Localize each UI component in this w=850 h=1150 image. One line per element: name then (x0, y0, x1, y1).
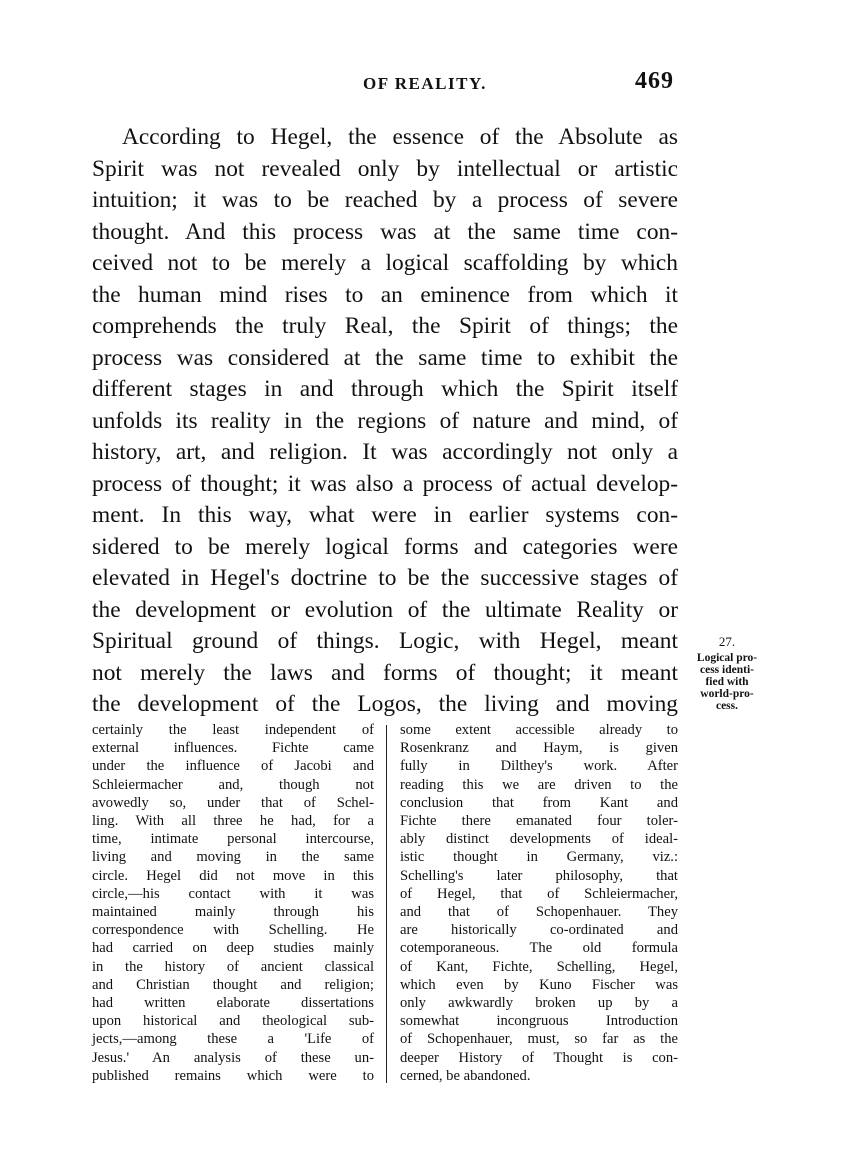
footnote-line: ably distinct developments of ideal- (400, 831, 678, 848)
footnote-line: somewhat incongruous Introduction (400, 1013, 678, 1030)
column-divider (386, 725, 387, 1083)
text-line: history, art, and religion. It was accordingly not only a (92, 439, 678, 465)
text-line: elevated in Hegel's doctrine to be the successive stages of (92, 565, 678, 591)
footnote-line: jects,—among these a 'Life of (92, 1031, 374, 1048)
footnote-line: Jesus.' An analysis of these un- (92, 1049, 374, 1066)
footnote-line: only awkwardly broken up by a (400, 995, 678, 1012)
footnote-line: cerned, be abandoned. (400, 1067, 531, 1084)
footnote-line: are historically co-ordinated and (400, 922, 678, 939)
footnote-left-column (92, 721, 374, 1085)
page-number: 469 (635, 68, 674, 94)
footnote-line: which even by Kuno Fischer was (400, 976, 678, 993)
footnote-right-column (400, 721, 678, 1085)
text-line: comprehends the truly Real, the Spirit of things; the (92, 313, 678, 339)
footnote-line: maintained mainly through his (92, 904, 374, 921)
running-head: OF REALITY. (363, 74, 487, 93)
text-line: unfolds its reality in the regions of nature and mind, of (92, 407, 678, 434)
footnote-line: conclusion that from Kant and (400, 794, 678, 811)
margin-note-number: 27. (718, 634, 736, 649)
footnote-line: circle,—his contact with it was (92, 885, 374, 902)
footnote-line: avowedly so, under that of Schel- (92, 794, 374, 811)
text-line: ceived not to be merely a logical scaffolding by which (92, 250, 678, 276)
footnote-line: of Schopenhauer, must, so far as the (400, 1031, 678, 1048)
footnote-line: correspondence with Schelling. He (92, 922, 374, 939)
footnote-line: Schleiermacher and, though not (92, 776, 374, 793)
margin-note-line: Logical pro- (696, 652, 758, 664)
text-line: sidered to be merely logical forms and categories were (92, 533, 678, 560)
footnote-block (92, 721, 682, 1091)
footnote-line: upon historical and theological sub- (92, 1013, 374, 1030)
footnote-line: fully in Dilthey's work. After (400, 758, 678, 775)
footnote-line: had carried on deep studies mainly (92, 940, 374, 957)
page-header (0, 66, 850, 106)
margin-note-line: cess. (715, 700, 739, 712)
text-line: ment. In this way, what were in earlier systems con- (92, 502, 678, 528)
text-line: not merely the laws and forms of thought; it meant (92, 659, 678, 686)
main-paragraph (92, 122, 678, 721)
footnote-line: published remains which were to (92, 1067, 374, 1084)
footnote-line: certainly the least independent of (92, 722, 374, 738)
footnote-line: of Hegel, that of Schleiermacher, (400, 885, 678, 902)
footnote-line: had written elaborate dissertations (92, 995, 374, 1012)
text-line: process of thought; it was also a process of actual develop- (92, 470, 678, 497)
footnote-line: circle. Hegel did not move in this (92, 867, 374, 884)
text-line: intuition; it was to be reached by a process of severe (92, 187, 678, 213)
text-line: Spiritual ground of things. Logic, with Hegel, meant (92, 628, 678, 654)
text-line: According to Hegel, the essence of the Absolute as (122, 124, 678, 150)
footnote-line: Rosenkranz and Haym, is given (400, 740, 678, 757)
footnote-line: ling. With all three he had, for a (92, 813, 374, 830)
footnote-line: in the history of ancient classical (92, 958, 374, 975)
footnote-line: external influences. Fichte came (92, 740, 374, 757)
footnote-line: istic thought in Germany, viz.: (400, 849, 678, 866)
footnote-line: time, intimate personal intercourse, (92, 831, 374, 848)
footnote-line: and Christian thought and religion; (92, 976, 374, 993)
footnote-line: some extent accessible already to (400, 722, 678, 738)
footnote-line: of Kant, Fichte, Schelling, Hegel, (400, 958, 678, 975)
footnote-line: living and moving in the same (92, 849, 374, 866)
text-line: different stages in and through which the Spirit itself (92, 376, 678, 402)
text-line: the development of the Logos, the living and moving (92, 691, 678, 717)
footnote-line: Schelling's later philosophy, that (400, 867, 678, 884)
text-line: process was considered at the same time to exhibit the (92, 344, 678, 371)
footnote-line: cotemporaneous. The old formula (400, 940, 678, 957)
text-line: the human mind rises to an eminence from which it (92, 281, 678, 308)
margin-note-line: world-pro- (700, 688, 754, 700)
margin-note-line: fied with (705, 676, 749, 688)
margin-note-line: cess identi- (700, 664, 754, 676)
text-line: thought. And this process was at the same time con- (92, 218, 678, 245)
margin-note (686, 636, 768, 712)
text-line: the development or evolution of the ultimate Reality or (92, 596, 678, 623)
footnote-line: under the influence of Jacobi and (92, 758, 374, 775)
footnote-line: and that of Schopenhauer. They (400, 904, 678, 921)
text-line: Spirit was not revealed only by intellectual or artistic (92, 155, 678, 182)
footnote-line: deeper History of Thought is con- (400, 1049, 678, 1066)
footnote-line: Fichte there emanated four toler- (400, 813, 678, 830)
footnote-line: reading this we are driven to the (400, 776, 678, 793)
